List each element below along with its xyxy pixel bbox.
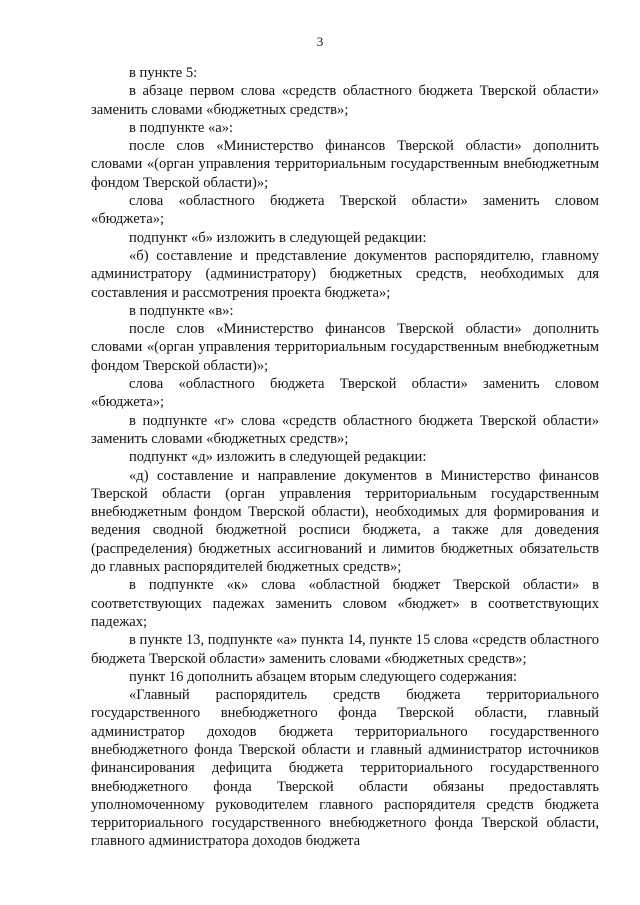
paragraph: в подпункте «г» слова «средств областного бюджета Тверской области» заменить словами «бюджетных средств»; [91, 412, 599, 447]
paragraph: слова «областного бюджета Тверской области» заменить словом «бюджета»; [91, 193, 599, 228]
paragraph: в абзаце первом слова «средств областного бюджета Тверской области» заменить словами «бюджетных средств»; [91, 83, 599, 118]
paragraph: пункт 16 дополнить абзацем вторым следующего содержания: [129, 668, 518, 685]
paragraph: подпункт «д» изложить в следующей редакции: [129, 449, 427, 466]
paragraph: «д) составление и направление документов в Министерство финансов Тверской области (орган управления территориальным государственным внебюджетным фондом Тверской области), необходимых для формирования и ведения сводной бюджетной росписи бюджета, а также для доведения (распределения) бюджетных ассигнований и лимитов бюджетных обязательств до главных распорядителей бюджетных средств»; [91, 467, 599, 576]
paragraph: «Главный распорядитель средств бюджета территориального государственного внебюджетного фонда Тверской области, главный администратор доходов бюджета территориального государственного внебюджетного фонда Тверской области и главный администратор источников финансирования дефицита бюджета территориального государственного внебюджетного фонда Тверской области обязаны предоставлять уполномоченному руководителем главного распорядителя средств бюджета территориального государственного внебюджетного фонда Тверской области, главного администратора доходов бюджета [91, 687, 599, 850]
paragraph: в подпункте «а»: [129, 119, 234, 136]
paragraph: в подпункте «к» слова «областной бюджет Тверской области» в соответствующих падежах заменить словом «бюджет» в соответствующих падежах; [91, 577, 599, 630]
paragraph: в подпункте «в»: [129, 302, 234, 319]
page-number: 3 [316, 34, 324, 49]
paragraph: в пункте 13, подпункте «а» пункта 14, пункте 15 слова «средств областного бюджета Тверской области» заменить словами «бюджетных средств»; [91, 632, 599, 667]
paragraph: «б) составление и представление документов распорядителю, главному администратору (администратору) бюджетных средств, необходимых для составления и рассмотрения проекта бюджета»; [91, 247, 599, 301]
paragraph: после слов «Министерство финансов Тверской области» дополнить словами «(орган управления территориальным государственным внебюджетным фондом Тверской области)»; [91, 321, 599, 374]
document-body [91, 64, 599, 851]
paragraph: в пункте 5: [129, 65, 198, 81]
paragraph: после слов «Министерство финансов Тверской области» дополнить словами «(орган управления территориальным государственным внебюджетным фондом Тверской области)»; [91, 138, 599, 191]
paragraph: подпункт «б» изложить в следующей редакции: [129, 229, 427, 246]
paragraph: слова «областного бюджета Тверской области» заменить словом «бюджета»; [91, 376, 599, 411]
